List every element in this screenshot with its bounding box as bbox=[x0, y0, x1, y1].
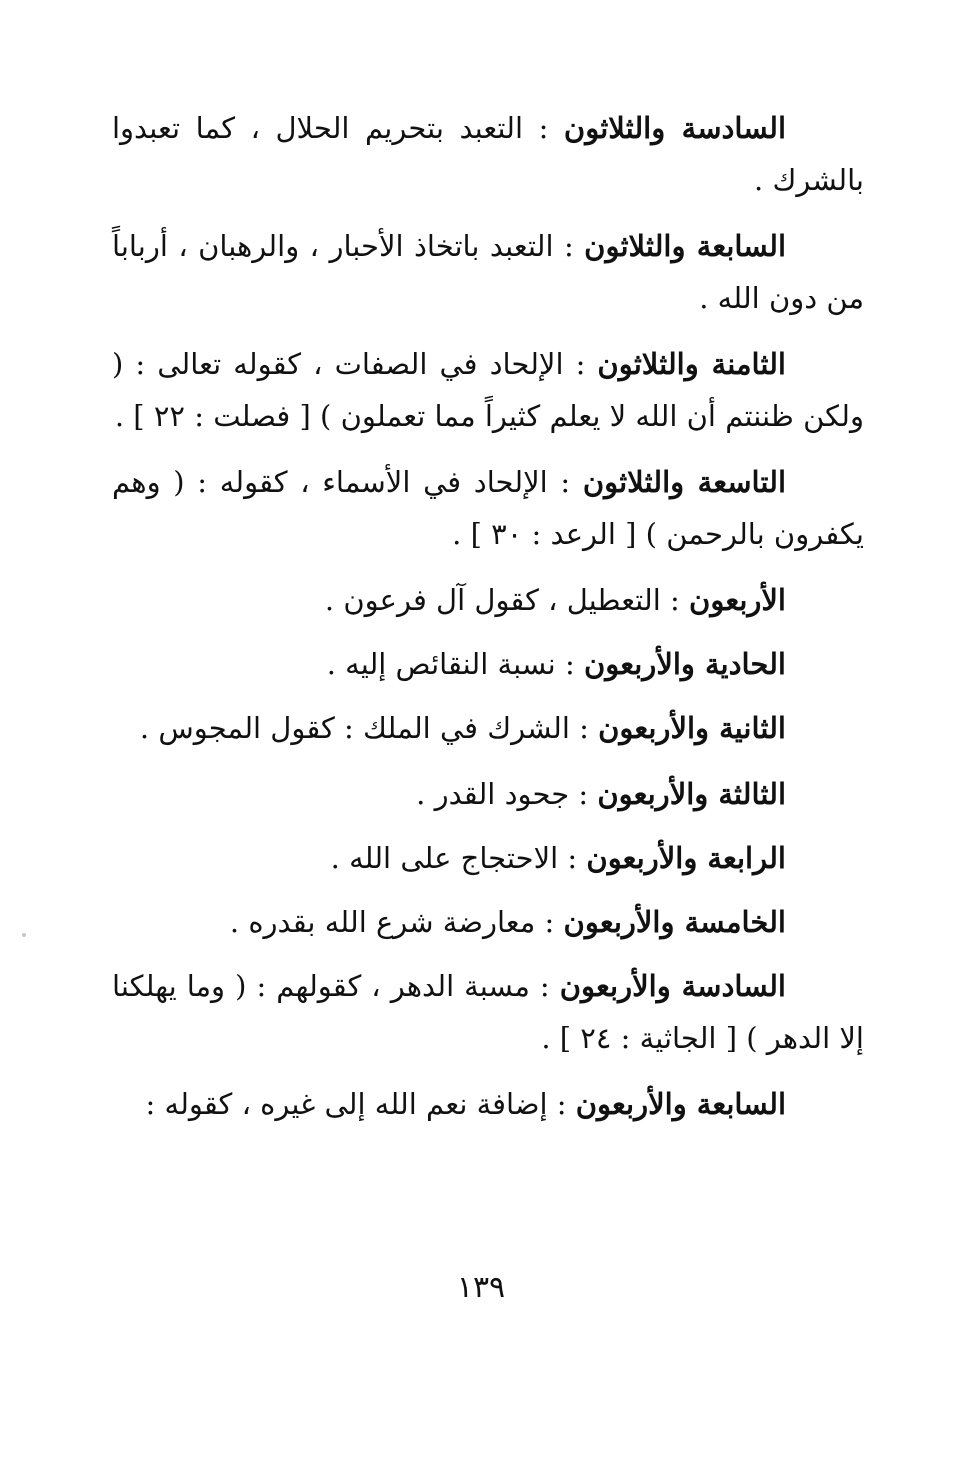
paragraph-heading: السابعة والثلاثون bbox=[584, 229, 787, 263]
paragraph-body: : التعبد بتحريم الحلال ، كما تعبدوا بالشرك . bbox=[112, 111, 864, 197]
paragraph-40 bbox=[112, 574, 864, 626]
paragraph-heading: السادسة والأربعون bbox=[559, 969, 786, 1003]
paragraph-46 bbox=[112, 960, 864, 1064]
paragraph-45 bbox=[112, 896, 864, 948]
paragraph-heading: الثانية والأربعون bbox=[598, 711, 786, 745]
paragraph-heading: التاسعة والثلاثون bbox=[582, 465, 787, 499]
paragraph-body: : الاحتجاج على الله . bbox=[330, 841, 587, 875]
paragraph-heading: الحادية والأربعون bbox=[583, 647, 786, 681]
page-number: ١٣٩ bbox=[456, 1270, 506, 1305]
paragraph-heading: الرابعة والأربعون bbox=[586, 841, 786, 875]
paragraph-body: : معارضة شرع الله بقدره . bbox=[229, 905, 564, 939]
paragraph-37 bbox=[112, 220, 864, 324]
paragraph-heading: الثالثة والأربعون bbox=[597, 777, 786, 811]
paragraph-body: : نسبة النقائص إليه . bbox=[326, 647, 584, 681]
main-text bbox=[112, 102, 864, 1142]
paragraph-heading: السادسة والثلاثون bbox=[563, 111, 787, 145]
scan-speck bbox=[22, 933, 26, 937]
paragraph-body: : الإلحاد في الصفات ، كقوله تعالى : ( ولكن ظننتم أن الله لا يعلم كثيراً مما تعملون ) [ فصلت : ٢٢ ] . bbox=[112, 347, 864, 433]
paragraph-heading: الأربعون bbox=[689, 583, 786, 617]
paragraph-38 bbox=[112, 338, 864, 442]
paragraph-42 bbox=[112, 702, 864, 754]
paragraph-body: : التعبد باتخاذ الأحبار ، والرهبان ، أرباباً من دون الله . bbox=[112, 229, 864, 315]
paragraph-47 bbox=[112, 1078, 864, 1130]
paragraph-body: : مسبة الدهر ، كقولهم : ( وما يهلكنا إلا الدهر ) [ الجاثية : ٢٤ ] . bbox=[112, 969, 864, 1055]
paragraph-heading: السابعة والأربعون bbox=[575, 1087, 786, 1121]
paragraph-body: : جحود القدر . bbox=[416, 777, 598, 811]
paragraph-heading: الثامنة والثلاثون bbox=[597, 347, 786, 381]
paragraph-36 bbox=[112, 102, 864, 206]
paragraph-body: : التعطيل ، كقول آل فرعون . bbox=[324, 583, 690, 617]
paragraph-39 bbox=[112, 456, 864, 560]
paragraph-body: : الشرك في الملك : كقول المجوس . bbox=[139, 711, 599, 745]
paragraph-44 bbox=[112, 832, 864, 884]
paragraph-body: : إضافة نعم الله إلى غيره ، كقوله : bbox=[145, 1087, 576, 1121]
paragraph-heading: الخامسة والأربعون bbox=[563, 905, 786, 939]
paragraph-43 bbox=[112, 768, 864, 820]
paragraph-body: : الإلحاد في الأسماء ، كقوله : ( وهم يكفرون بالرحمن ) [ الرعد : ٣٠ ] . bbox=[112, 465, 864, 551]
paragraph-41 bbox=[112, 638, 864, 690]
